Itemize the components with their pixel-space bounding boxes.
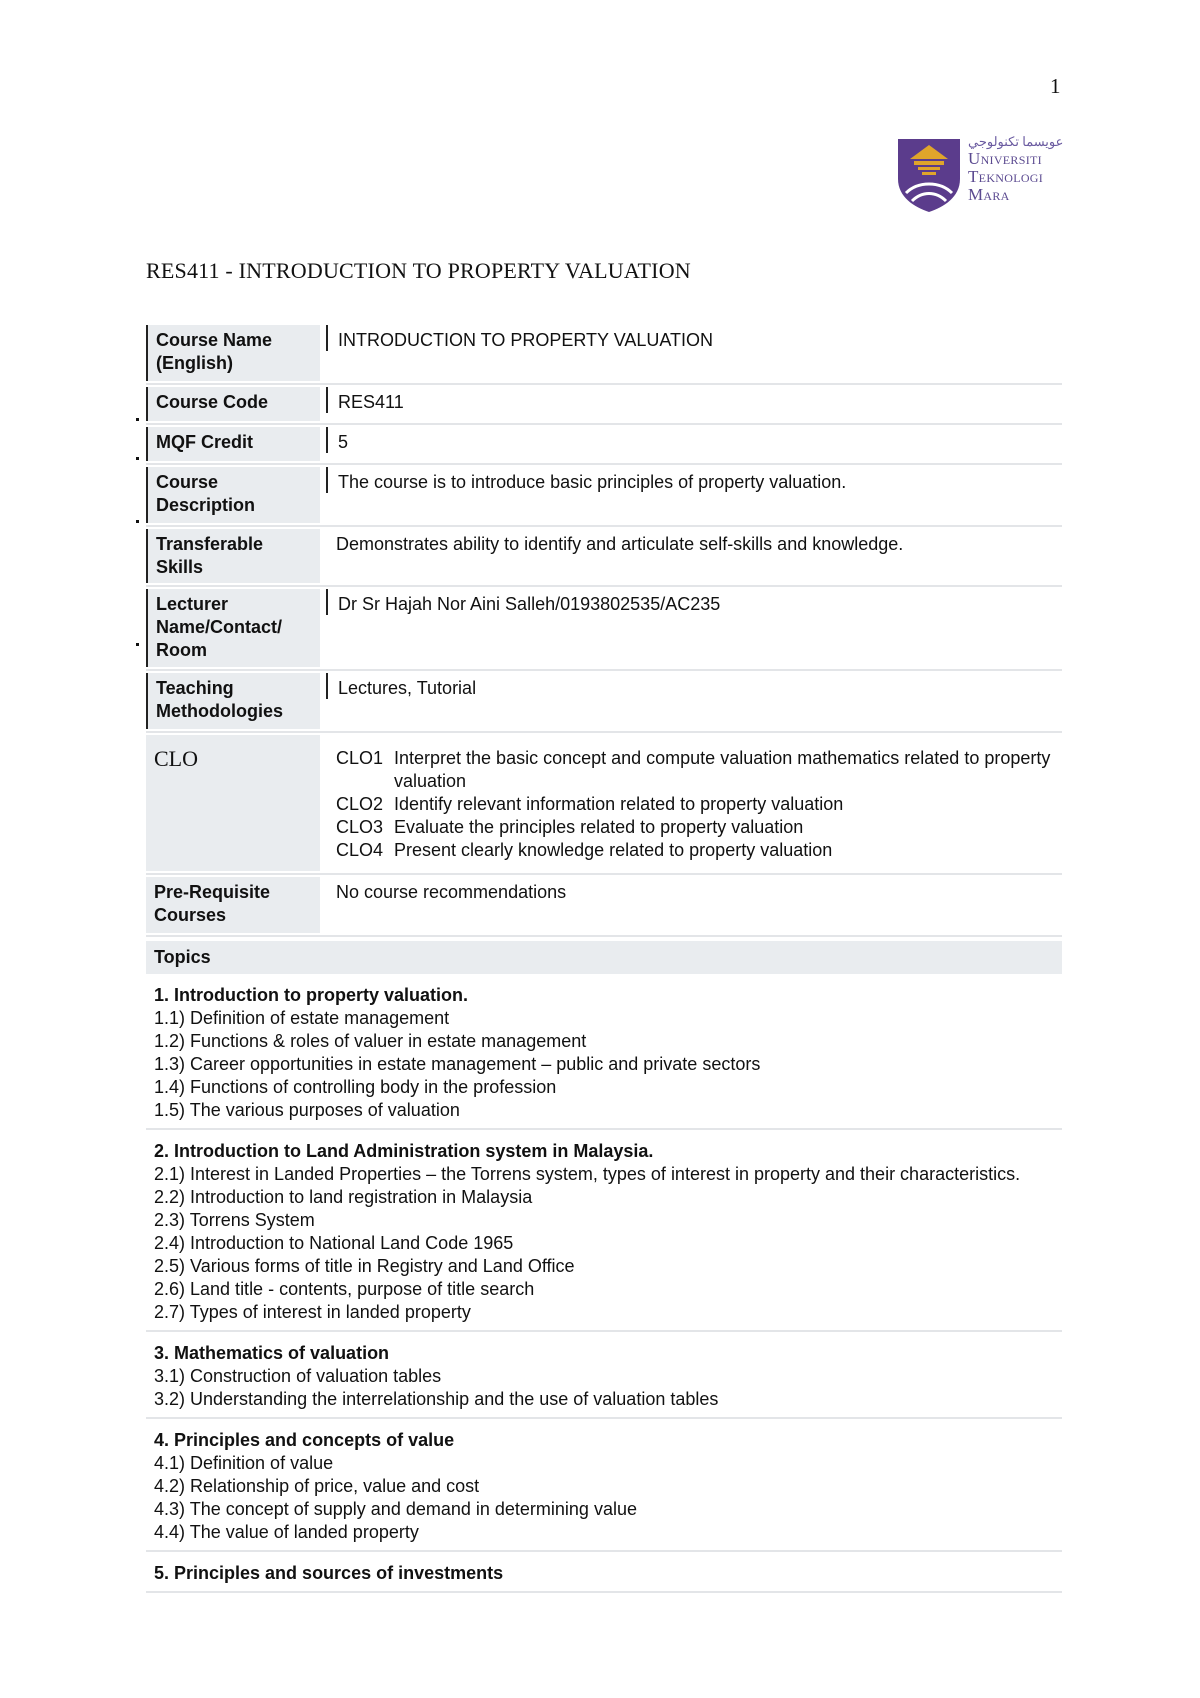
row-clo	[146, 733, 1062, 875]
topic-item: 3.2) Understanding the interrelationship and the use of valuation tables	[154, 1389, 719, 1409]
logo-script-text: ﻋﻮﻳﺴﻤﺎ ﺗﻜﻨﻮﻟﻮﺟﻲ	[968, 134, 1064, 149]
clo-text: Present clearly knowledge related to property valuation	[394, 840, 833, 860]
topic-item: 1.1) Definition of estate management	[154, 1008, 450, 1028]
topic-section	[146, 1419, 1062, 1552]
course-info-table	[146, 323, 1062, 1593]
row-course-description	[146, 465, 1062, 527]
row-prerequisite	[146, 875, 1062, 937]
topic-section	[146, 1130, 1062, 1332]
topic-item: 1.3) Career opportunities in estate management – public and private sectors	[154, 1054, 761, 1074]
topic-item: 2.5) Various forms of title in Registry and Land Office	[154, 1256, 575, 1276]
course-name-value: INTRODUCTION TO PROPERTY VALUATION	[326, 325, 1062, 351]
clo-item	[336, 747, 1054, 793]
topic-section	[146, 1552, 1062, 1593]
topic-item: 3.1) Construction of valuation tables	[154, 1366, 442, 1386]
lecturer-label: Lecturer Name/Contact/ Room	[146, 589, 320, 667]
topic-title: 2. Introduction to Land Administration system in Malaysia.	[154, 1141, 654, 1161]
topic-item: 4.3) The concept of supply and demand in determining value	[154, 1499, 637, 1519]
row-mqf-credit	[146, 425, 1062, 465]
topic-item: 1.4) Functions of controlling body in the profession	[154, 1077, 557, 1097]
topic-item: 4.1) Definition of value	[154, 1453, 334, 1473]
topic-section	[146, 1332, 1062, 1419]
row-transferable-skills	[146, 527, 1062, 587]
topic-item: 2.6) Land title - contents, purpose of title search	[154, 1279, 535, 1299]
clo-code: CLO4	[336, 840, 384, 860]
topic-item: 2.1) Interest in Landed Properties – the Torrens system, types of interest in property and their characteristics.	[154, 1164, 1021, 1184]
logo-crest-icon	[896, 135, 962, 213]
topic-item: 2.2) Introduction to land registration in Malaysia	[154, 1187, 533, 1207]
topic-section	[146, 974, 1062, 1130]
row-course-code	[146, 385, 1062, 425]
teaching-methodologies-value: Lectures, Tutorial	[326, 673, 1062, 699]
topics-heading: Topics	[146, 941, 1062, 974]
topic-title: 3. Mathematics of valuation	[154, 1343, 390, 1363]
topic-title: 4. Principles and concepts of value	[154, 1430, 455, 1450]
document-title: RES411 - INTRODUCTION TO PROPERTY VALUATION	[146, 258, 691, 283]
clo-label: CLO	[146, 735, 320, 871]
clo-item	[336, 839, 1054, 862]
clo-text: Identify relevant information related to property valuation	[394, 794, 844, 814]
transferable-skills-label: Transferable Skills	[146, 529, 320, 583]
clo-item	[336, 816, 1054, 839]
course-code-value: RES411	[326, 387, 1062, 413]
list-bullet	[136, 457, 139, 460]
course-description-value: The course is to introduce basic principles of property valuation.	[326, 467, 1062, 493]
prerequisite-label: Pre-Requisite Courses	[146, 877, 320, 933]
topic-item: 2.3) Torrens System	[154, 1210, 315, 1230]
logo-line3: Mara	[968, 185, 1010, 204]
topic-item: 4.2) Relationship of price, value and cost	[154, 1476, 480, 1496]
topic-title: 5. Principles and sources of investments	[154, 1563, 504, 1583]
lecturer-value: Dr Sr Hajah Nor Aini Salleh/0193802535/AC235	[326, 589, 1062, 615]
mqf-credit-label: MQF Credit	[146, 427, 320, 461]
topic-item: 2.7) Types of interest in landed property	[154, 1302, 471, 1322]
list-bullet	[136, 520, 139, 523]
transferable-skills-value: Demonstrates ability to identify and articulate self-skills and knowledge.	[336, 534, 904, 554]
topic-item: 2.4) Introduction to National Land Code 1965	[154, 1233, 514, 1253]
mqf-credit-value: 5	[326, 427, 1062, 453]
teaching-methodologies-label: Teaching Methodologies	[146, 673, 320, 729]
clo-code: CLO1	[336, 748, 384, 768]
course-code-label: Course Code	[146, 387, 320, 421]
topic-item: 1.2) Functions & roles of valuer in estate management	[154, 1031, 587, 1051]
topic-item: 4.4) The value of landed property	[154, 1522, 419, 1542]
topic-item: 1.5) The various purposes of valuation	[154, 1100, 460, 1120]
clo-code: CLO3	[336, 817, 384, 837]
topic-title: 1. Introduction to property valuation.	[154, 985, 469, 1005]
logo-line2: Teknologi	[968, 167, 1044, 186]
clo-item	[336, 793, 1054, 816]
page-number: 1	[1050, 74, 1061, 98]
list-bullet	[136, 643, 139, 646]
clo-code: CLO2	[336, 794, 384, 814]
row-course-name	[146, 323, 1062, 385]
row-lecturer	[146, 587, 1062, 671]
prerequisite-value: No course recommendations	[336, 882, 567, 902]
list-bullet	[136, 418, 139, 421]
row-teaching-methodologies	[146, 671, 1062, 733]
logo-line1: Universiti	[968, 149, 1042, 168]
clo-list	[326, 735, 1062, 871]
university-logo	[896, 133, 1072, 213]
clo-text: Evaluate the principles related to property valuation	[394, 817, 804, 837]
clo-text: Interpret the basic concept and compute valuation mathematics related to property valuation	[394, 748, 1051, 791]
course-name-label: Course Name (English)	[146, 325, 320, 381]
course-description-label: Course Description	[146, 467, 320, 523]
